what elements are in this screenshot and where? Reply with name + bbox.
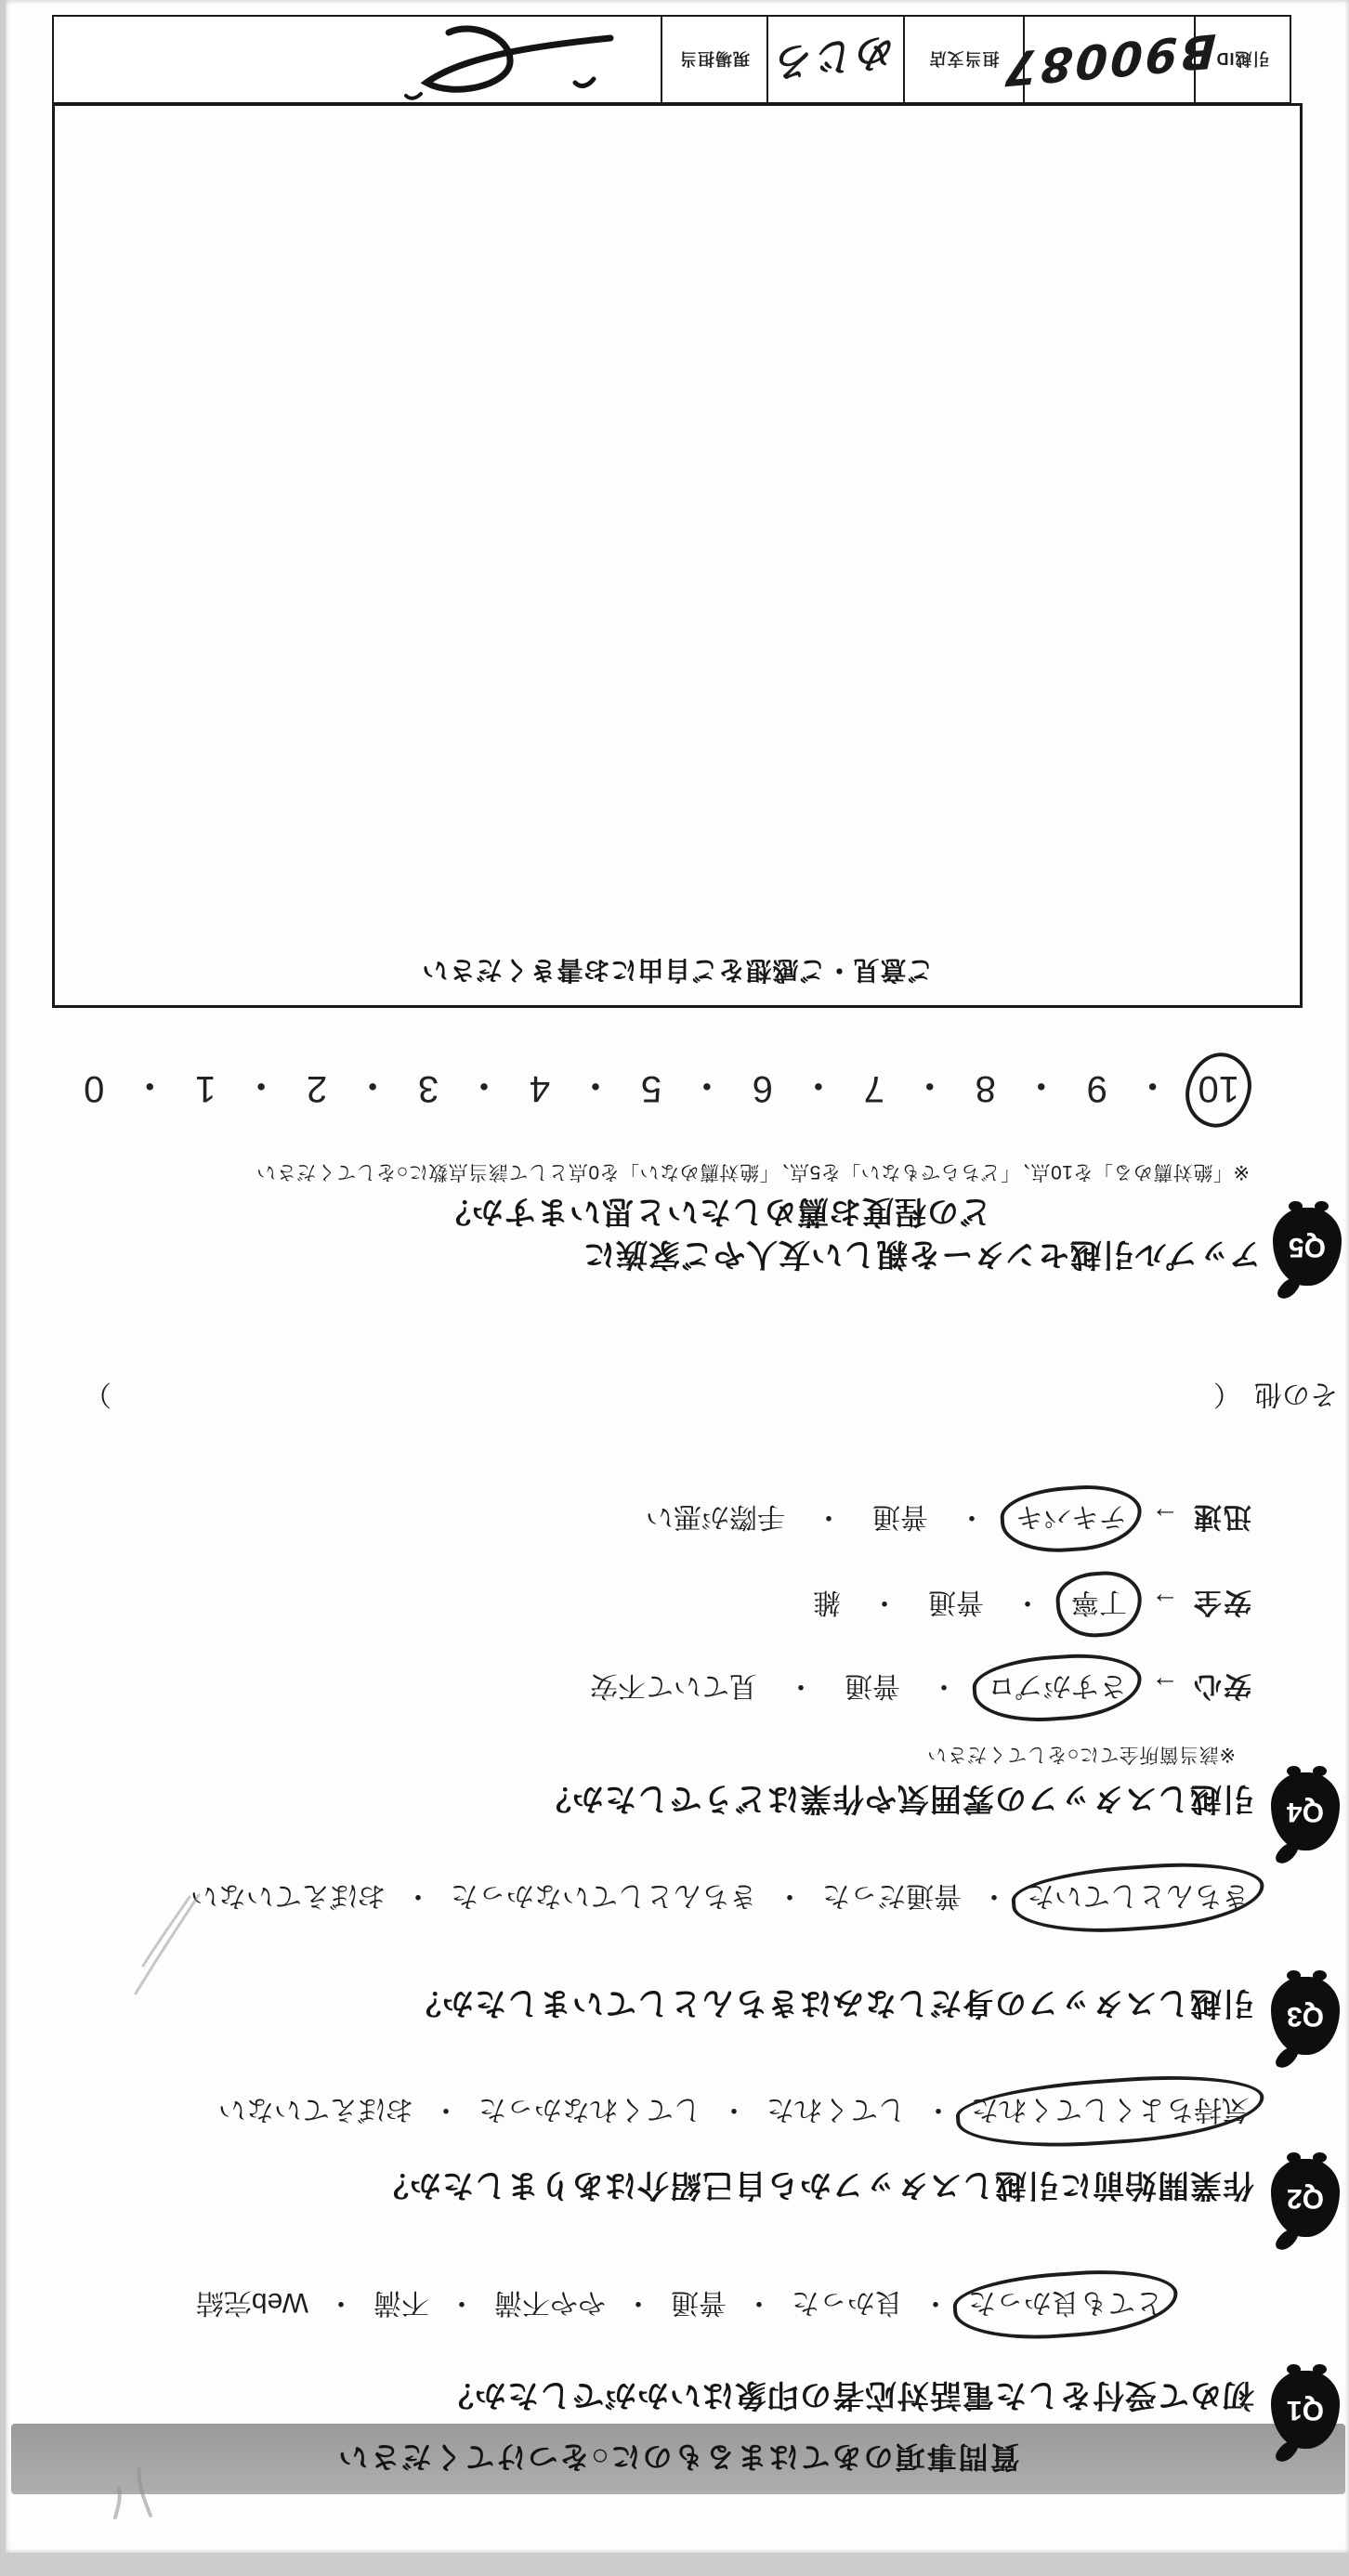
scale-separator: ・ — [354, 1065, 392, 1105]
option-separator: ・ — [432, 2094, 460, 2125]
option-separator: ・ — [776, 1880, 804, 1911]
signature-scribble — [387, 8, 648, 111]
move-id-value-cell — [1001, 17, 1218, 102]
scale-number: 1 — [195, 1068, 216, 1109]
scan-artifact — [115, 1886, 217, 2007]
scale-separator: ・ — [910, 1065, 949, 1105]
title-banner — [11, 2424, 1345, 2494]
q1-options-row — [196, 2285, 1163, 2326]
option-separator: ・ — [922, 2287, 950, 2318]
option-selected: テキパキ — [1015, 1499, 1127, 1540]
scale-number: 6 — [752, 1068, 773, 1109]
option-separator: ・ — [720, 2094, 748, 2125]
q4-other-label: その他 — [1254, 1379, 1338, 1409]
scan-artifact — [78, 2460, 162, 2525]
option-separator: ・ — [815, 1501, 843, 1532]
arrow-icon: → — [1151, 1587, 1179, 1617]
q5-question-line2: どの程度お薦めしたいと思いますか？ — [439, 1194, 991, 1229]
scale-separator: ・ — [1133, 1065, 1172, 1105]
q4-row-anshin — [590, 1668, 1251, 1709]
option: 手際が悪い — [646, 1501, 785, 1532]
q3-icon-label: Q3 — [1286, 2001, 1325, 2032]
staff-signature-cell — [54, 17, 661, 102]
option: してくれなかった — [478, 2094, 701, 2125]
q1-icon-label: Q1 — [1286, 2395, 1325, 2426]
q2-icon-label: Q2 — [1286, 2183, 1325, 2214]
option-separator: ・ — [787, 1670, 815, 1701]
q4-icon-label: Q4 — [1286, 1797, 1325, 1827]
q2-mascot-icon — [1271, 2159, 1340, 2237]
option: 普通 — [928, 1587, 984, 1617]
option-separator: ・ — [327, 2287, 355, 2318]
q3-question-text: 引越しスタッフの身だしなみはきちんとしていましたか？ — [409, 1985, 1254, 2020]
option: Web完結 — [195, 2287, 308, 2318]
arrow-icon: → — [1151, 1501, 1179, 1532]
q4-row-anshin-options — [590, 1670, 1127, 1701]
close-paren: ） — [84, 1379, 111, 1409]
branch-label: 担当支店 — [928, 49, 1000, 68]
option-separator: ・ — [871, 1587, 898, 1617]
q2-question-text: 作業開始前に引越しスタッフから自己紹介はありましたか？ — [376, 2167, 1254, 2203]
branch-label-cell — [903, 17, 1023, 102]
option-separator: ・ — [624, 2287, 652, 2318]
scale-separator: ・ — [688, 1065, 726, 1105]
scale-separator: ・ — [576, 1065, 614, 1105]
option: 普通だった — [822, 1880, 962, 1911]
option-selected: とても良かった — [968, 2285, 1163, 2326]
option-separator: ・ — [448, 2287, 476, 2318]
q5-question-line1: アップル引越センターを親しい友人やご家族に — [583, 1236, 1261, 1272]
option: 雑 — [813, 1587, 841, 1617]
branch-handwritten: めじろ — [772, 28, 899, 86]
scale-separator: ・ — [465, 1065, 504, 1105]
scale-number: 2 — [307, 1068, 328, 1109]
q5-note: ※「絶対薦める」を10点、「どちらでもない」を5点、「絶対薦めない」を0点として該当点数に○をしてください — [255, 1161, 1250, 1183]
arrow-icon: → — [1151, 1670, 1179, 1701]
option-separator: ・ — [980, 1880, 1008, 1911]
paper-sheet — [6, 0, 1349, 2553]
scale-separator: ・ — [799, 1065, 837, 1105]
q4-row-anzen-label: 安全 — [1192, 1587, 1251, 1617]
q4-row-jinsoku-label: 迅速 — [1192, 1501, 1251, 1532]
scale-number: 9 — [1086, 1068, 1107, 1109]
q4-mascot-icon — [1271, 1772, 1340, 1850]
q4-row-jinsoku — [646, 1499, 1251, 1540]
scale-number: 7 — [863, 1068, 884, 1109]
scale-separator: ・ — [242, 1065, 281, 1105]
option: おぼえていない — [190, 1880, 386, 1911]
scale-number: 5 — [640, 1068, 662, 1109]
option: 普通 — [845, 1670, 900, 1701]
option-selected: 丁寧 — [1071, 1585, 1127, 1626]
option-separator: ・ — [958, 1501, 986, 1532]
q3-options-row — [190, 1878, 1250, 1919]
scale-number: 0 — [84, 1068, 105, 1109]
q4-row-jinsoku-options — [646, 1501, 1127, 1532]
option-selected: さすがプロ — [988, 1668, 1127, 1709]
q5-icon-label: Q5 — [1288, 1232, 1327, 1262]
option-separator: ・ — [930, 1670, 958, 1701]
staff-label: 現場担当 — [679, 49, 750, 68]
option: してくれた — [766, 2094, 906, 2125]
footer-table — [52, 15, 1291, 104]
option-separator: ・ — [924, 2094, 952, 2125]
move-id-label: 引越ID — [1215, 49, 1270, 68]
q4-row-anzen — [813, 1585, 1251, 1626]
q4-other-row — [84, 1377, 1338, 1418]
scale-number: 4 — [529, 1068, 551, 1109]
option-selected: きちんとしていた — [1027, 1878, 1250, 1919]
q4-note: ※該当箇所全てに○をしてください — [926, 1744, 1236, 1765]
option: 普通 — [671, 2287, 727, 2318]
branch-value-cell — [766, 17, 903, 102]
option: きちんとしていなかった — [451, 1880, 757, 1911]
comment-box-label: ご意見・ご感想をご自由にお書きください — [421, 956, 934, 985]
comment-box — [52, 103, 1303, 1008]
option-selected: 気持ちよくしてくれた — [971, 2092, 1250, 2133]
option: おぼえていない — [218, 2094, 413, 2125]
q5-mascot-icon — [1273, 1208, 1342, 1286]
option: やや不満 — [494, 2287, 606, 2318]
scale-number: 3 — [417, 1068, 439, 1109]
move-id-handwritten: B90087 — [1001, 22, 1218, 97]
open-paren: （ — [1213, 1379, 1241, 1409]
scale-number: 8 — [975, 1068, 996, 1109]
option-separator: ・ — [1014, 1587, 1041, 1617]
q1-question-text: 初めて受付をした電話対応者の印象はいかがでしたか？ — [441, 2377, 1254, 2413]
option: 見ていて不安 — [590, 1670, 757, 1701]
q2-options-row — [218, 2092, 1250, 2133]
q5-score-scale — [84, 1062, 1239, 1115]
option-separator: ・ — [745, 2287, 773, 2318]
q3-mascot-icon — [1271, 1977, 1340, 2055]
title-banner-text: 質問事項のあてはまるものに○をつけてください — [336, 2440, 1020, 2474]
scale-separator: ・ — [131, 1065, 169, 1105]
scale-number-selected: 10 — [1198, 1068, 1239, 1109]
option: 普通 — [872, 1501, 928, 1532]
staff-label-cell — [661, 17, 766, 102]
q4-row-anzen-options — [813, 1587, 1127, 1617]
scale-separator: ・ — [1022, 1065, 1060, 1105]
option-separator: ・ — [404, 1880, 432, 1911]
q4-row-anshin-label: 安心 — [1192, 1670, 1251, 1701]
option: 不満 — [373, 2287, 429, 2318]
q4-question-text: 引越しスタッフの雰囲気や作業はどうでしたか？ — [539, 1781, 1254, 1816]
option: 良かった — [792, 2287, 903, 2318]
